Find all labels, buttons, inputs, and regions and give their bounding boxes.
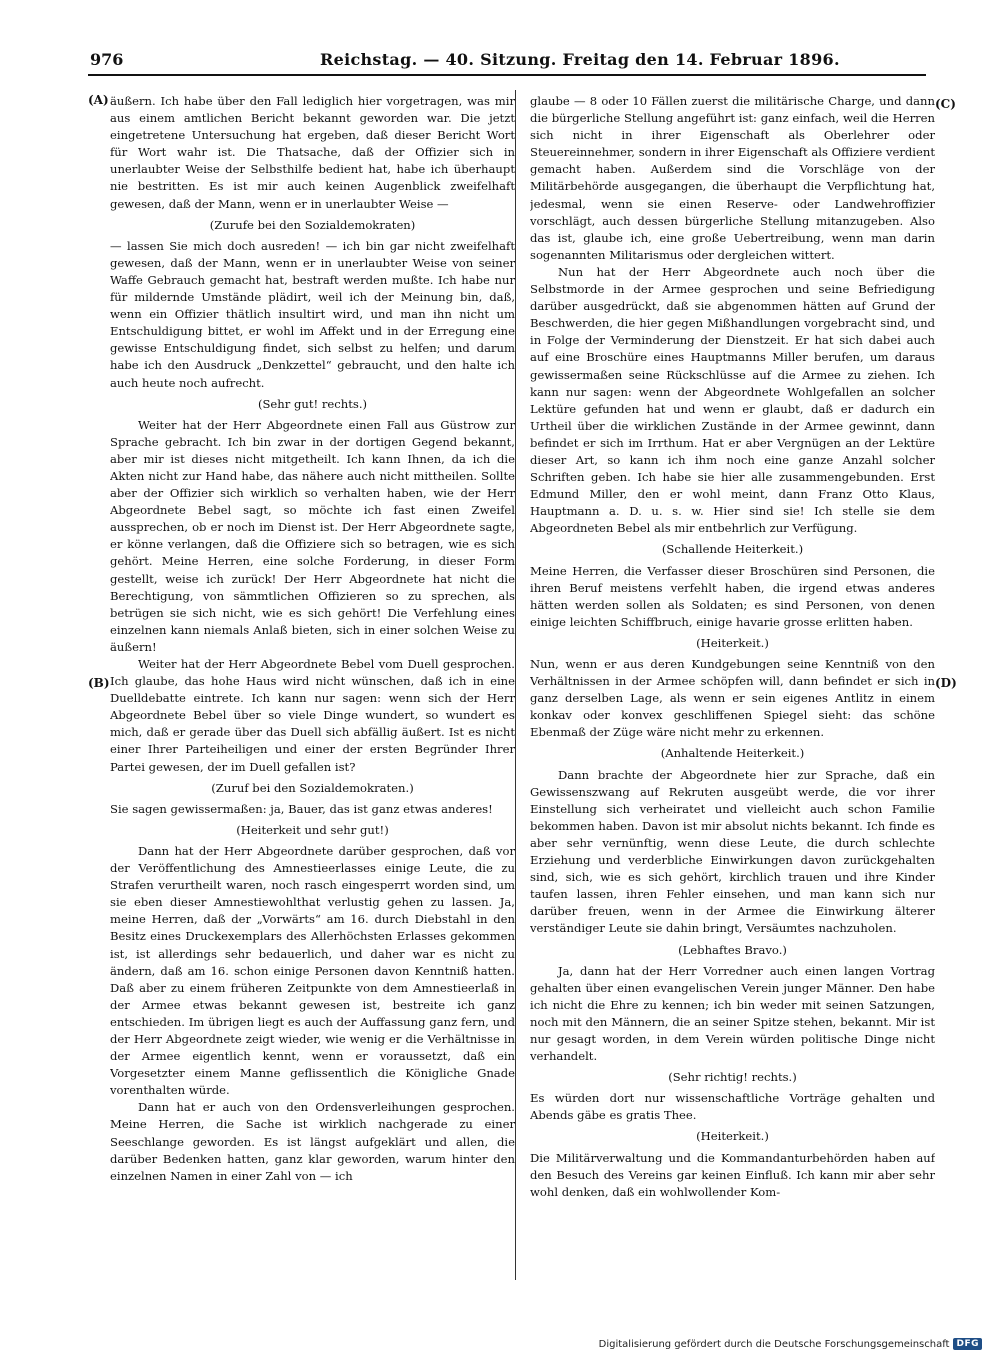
interjection: (Anhaltende Heiterkeit.) [660, 746, 805, 761]
interjection: (Heiterkeit und sehr gut!) [236, 822, 389, 837]
footer-credit [599, 1338, 982, 1350]
paragraph: Nun hat der Herr Abgeordnete auch noch über die Selbstmorde in der Armee gesprochen und seine Befriedigung darüber ausgedrückt, daß sie abgenommen hätten auf Grund der Beschwerden, die hier gegen Mißhandlungen vorgebracht sind, und in Folge der Verminderung der Dienstzeit. Er hat sich dabei auch auf eine Broschüre eines Hauptmanns Miller berufen, um daraus gewissermaßen seine Rückschlüsse auf die Armee zu ziehen. Ich kann nur sagen: wenn der Abgeordnete Wohlgefallen an solcher Lektüre gefunden hat und wenn er glaubt, daß er dadurch ein Urtheil über die wirklichen Zustände in der Armee gewinnt, dann befindet er sich im Irrthum. Hat er aber Vergnügen an der Lektüre dieser Art, so kann ich ihm noch eine ganze Anzahl solcher Schriften geben. Ich habe sie hier alle zusammengebunden. Erst Edmund Miller, den er wohl meint, dann Franz Otto Klaus, Hauptmann a. D. u. s. w. Hier sind sie! Ich stelle sie dem Abgeordneten Bebel als mir entbehrlich zur Verfügung. [530, 264, 935, 536]
margin-marker-d: (D) [935, 676, 957, 690]
paragraph: Sie sagen gewissermaßen: ja, Bauer, das ist ganz etwas anderes! [110, 801, 493, 816]
margin-marker-b: (B) [88, 676, 110, 690]
interjection: (Heiterkeit.) [696, 1129, 769, 1144]
interjection: (Sehr gut! rechts.) [257, 396, 368, 411]
paragraph: Die Militärverwaltung und die Kommandanturbehörden haben auf den Besuch des Vereins gar keinen Einfluß. Ich kann mir aber sehr wohl denken, daß ein wohlwollender Kom- [530, 1150, 935, 1199]
margin-marker-c: (C) [935, 97, 956, 111]
right-column [530, 93, 935, 1283]
footer-credit-text: Digitalisierung gefördert durch die Deutsche Forschungsgemeinschaft [598, 1338, 950, 1350]
paragraph: Nun, wenn er aus deren Kundgebungen seine Kenntniß von den Verhältnissen in der Armee schöpfen will, dann befindet er sich in ganz derselben Lage, als wenn er sein eigenes Antlitz in einem konkav oder konvex geschliffenen Spiegel sieht: das schöne Ebenmaß der Züge wäre nicht mehr zu erkennen. [530, 657, 935, 740]
paragraph: Dann brachte der Abgeordnete hier zur Sprache, daß ein Gewissenszwang auf Rekruten ausgeübt werde, die vor ihrer Einstellung sich verheiratet und vielleicht auch schon Familie bekommen haben. Davon ist mir absolut nichts bekannt. Ich finde es aber sehr vernünftig, wenn diese Leute, die durch schlechte Erziehung und verderbliche Einwirkungen davon zurückgehalten sind, sich, wie es sich gehört, kirchlich trauen und ihre Kinder taufen lassen, ihren Fehler einsehen, und man kann sich nur darüber freuen, wenn in der Armee die Einwirkung älterer verständiger Leute sie dahin bringt, Versäumtes nachzuholen. [530, 767, 935, 936]
paragraph: Es würden dort nur wissenschaftliche Vorträge gehalten und Abends gäbe es gratis Thee. [530, 1091, 935, 1123]
margin-marker-a: (A) [88, 93, 109, 107]
running-title: Reichstag. — 40. Sitzung. Freitag den 14. Februar 1896. [320, 50, 840, 69]
paragraph: äußern. Ich habe über den Fall lediglich hier vorgetragen, was mir aus einem amtlichen Bericht bekannt geworden war. Die jetzt eingetretene Untersuchung hat ergeben, daß dieser Bericht Wort für Wort wahr ist. Die Thatsache, daß der Offizier sich in unerlaubter Weise der Selbsthilfe bedient hat, habe ich überhaupt nie bestritten. Es ist mir auch keinen Augenblick zweifelhaft gewesen, daß der Mann, wenn er in unerlaubter Weise — [110, 94, 515, 211]
header-rule [88, 74, 926, 76]
paragraph: Ja, dann hat der Herr Vorredner auch einen langen Vortrag gehalten über einen evangelischen Verein junger Männer. Den habe ich nicht die Ehre zu kennen; ich bin weder mit seinen Satzungen, noch mit den Männern, die an seiner Spitze stehen, bekannt. Mir ist nur gesagt worden, in dem Verein würden politische Dinge nicht verhandelt. [530, 963, 935, 1064]
paragraph: Meine Herren, die Verfasser dieser Broschüren sind Personen, die ihren Beruf meistens verfehlt haben, die irgend etwas anderes hätten werden sollen als Soldaten; es sind Personen, von denen einige leichten Schiffbruch, einige havarie grosse erlitten haben. [530, 563, 935, 629]
interjection: (Lebhaftes Bravo.) [678, 942, 787, 957]
paragraph: — lassen Sie mich doch ausreden! — ich bin gar nicht zweifelhaft gewesen, daß der Mann, wenn er in unerlaubter Weise von seiner Waffe Gebrauch gemacht hat, bestraft werden mußte. Ich habe nur für mildernde Umstände plädirt, weil ich der Meinung bin, daß, wenn ein Offizier thätlich insultirt wird, und man ihn nicht um Entschuldigung bittet, er wohl im Affekt und in der Erregung eine gewisse Entschuldigung findet, sich selbst zu helfen; und darum habe ich den Ausdruck „Denkzettel“ gebraucht, und den halte ich auch heute noch aufrecht. [110, 238, 515, 390]
paragraph: Dann hat der Herr Abgeordnete darüber gesprochen, daß vor der Veröffentlichung des Amnestieerlasses einige Leute, die zu Strafen verurtheilt waren, noch rasch eingesperrt worden sind, um sie eben dieser Amnestiewohlthat verlustig gehen zu lassen. Ja, meine Herren, daß der „Vorwärts“ am 16. durch Diebstahl in den Besitz eines Druckexemplars des Allerhöchsten Erlasses gekommen ist, ist allerdings sehr bedauerlich, und daher war es nicht zu ändern, daß am 16. schon einige Personen davon Kenntniß hatten. Daß aber zu einem früheren Zeitpunkte von dem Amnestieerlaß in der Armee etwas bekannt gewesen ist, bestreite ich ganz entschieden. Im übrigen liegt es auch der Auffassung ganz fern, und der Herr Abgeordnete zeigt wieder, wie wenig er die Verhältnisse in der Armee eigentlich kennt, wenn er voraussetzt, daß ein Vorgesetzter einem Manne geflissentlich die Königliche Gnade vorenthalten würde. [110, 843, 515, 1098]
column-divider [515, 90, 516, 1280]
paragraph: Weiter hat der Herr Abgeordnete einen Fall aus Güstrow zur Sprache gebracht. Ich bin zwar in der dortigen Gegend bekannt, aber mir ist dieses nicht mitgetheilt. Ich kann Ihnen, da ich die Akten nicht zur Hand habe, das nähere auch nicht mittheilen. Sollte aber der Offizier sich wirklich so verhalten haben, wie der Herr Abgeordnete Bebel sagt, so möchte ich fast einen Zweifel aussprechen, ob er noch im Dienst ist. Der Herr Abgeordnete sagte, er könne verlangen, daß die Offiziere sich so betragen, wie es sich gehört. Meine Herren, eine solche Forderung, in dieser Form gestellt, weise ich zurück! Der Herr Abgeordnete hat nicht die Berechtigung, von sämmtlichen Offizieren so zu sprechen, als betrügen sie sich nicht, wie es sich gehört! Die Verfehlung eines einzelnen kann niemals Anlaß bieten, sich in einer solchen Weise zu äußern! [110, 417, 515, 654]
dfg-logo: DFG [953, 1338, 982, 1350]
interjection: (Schallende Heiterkeit.) [661, 542, 804, 557]
left-column [110, 93, 515, 1283]
interjection: (Zuruf bei den Sozialdemokraten.) [211, 780, 414, 795]
interjection: (Heiterkeit.) [696, 635, 769, 650]
interjection: (Zurufe bei den Sozialdemokraten) [209, 217, 416, 232]
paragraph: Dann hat er auch von den Ordensverleihungen gesprochen. Meine Herren, die Sache ist wirklich nachgerade zu einer Seeschlange geworden. Es ist längst aufgeklärt und allen, die darüber Bedenken hatten, ganz klar geworden, warum hinter den einzelnen Namen in einer Zahl von — ich [110, 1100, 515, 1183]
interjection: (Sehr richtig! rechts.) [668, 1070, 797, 1085]
paragraph: Weiter hat der Herr Abgeordnete Bebel vom Duell gesprochen. Ich glaube, das hohe Haus wird nicht wünschen, daß ich in eine Duelldebatte eintrete. Ich kann nur sagen: wenn sich der Herr Abgeordnete Bebel über so viele Dinge wundert, so wundert es mich, daß er gerade über das Duell sich abfällig äußert. Ist es nicht einer Ihrer Parteiheiligen und einer der ersten Begründer Ihrer Partei gewesen, der im Duell gefallen ist? [110, 657, 515, 774]
paragraph: glaube — 8 oder 10 Fällen zuerst die militärische Charge, und dann die bürgerliche Stellung angeführt ist: ganz einfach, weil die Herren sich nicht in ihrer Eigenschaft als Oberlehrer oder Steuereinnehmer, sondern in ihrer Eigenschaft als Offiziere verdient gemacht haben. Außerdem sind die Vorschläge von der Militärbehörde ausgegangen, die überhaupt die Verpflichtung hat, jedesmal, wenn sie einen Reserve- oder Landwehroffizier vorschlägt, auch dessen bürgerliche Stellung mitanzugeben. Also das ist, glaube ich, eine große Uebertreibung, wenn man darin sogenannten Militarismus oder dergleichen wittert. [530, 94, 935, 262]
page-number: 976 [90, 50, 124, 69]
